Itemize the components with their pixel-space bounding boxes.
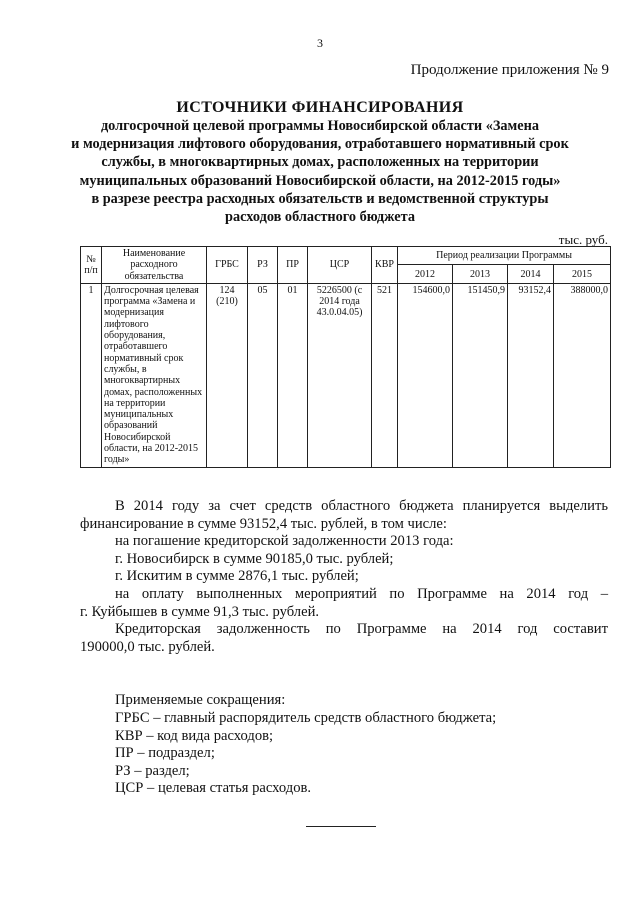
financing-table bbox=[80, 246, 611, 468]
header-period: Период реализации Программы bbox=[398, 247, 611, 265]
paragraph: В 2014 году за счет средств областного бюджета планируется выделить bbox=[115, 498, 608, 514]
abbreviation-item: ПР – подраздел; bbox=[115, 745, 215, 762]
body-text bbox=[80, 498, 608, 798]
abbreviation-item: ГРБС – главный распорядитель средств областного бюджета; bbox=[115, 709, 497, 726]
paragraph: г. Искитим в сумме 2876,1 тыс. рублей; bbox=[115, 568, 359, 585]
table-row bbox=[81, 283, 611, 467]
cell-value-2015: 388000,0 bbox=[554, 283, 611, 467]
cell-num: 1 bbox=[81, 283, 102, 467]
title-line: в разрезе реестра расходных обязательств и ведомственной структуры bbox=[91, 190, 549, 207]
cell-pr: 01 bbox=[278, 283, 308, 467]
cell-name: Долгосрочная целевая программа «Замена и модернизация лифтового оборудования, отработавшего нормативный срок службы, в многоквартирных домах, расположенных на территории муниципальных образований Новосибирской области, на 2012-2015 годы» bbox=[102, 283, 207, 467]
paragraph: Кредиторская задолженность по Программе на 2014 год составит bbox=[115, 621, 608, 638]
header-pr: ПР bbox=[278, 247, 308, 284]
header-kvr: КВР bbox=[372, 247, 398, 284]
title-line: расходов областного бюджета bbox=[225, 209, 415, 226]
appendix-label: Продолжение приложения № 9 bbox=[410, 62, 609, 78]
page-number: 3 bbox=[317, 36, 323, 50]
document-title bbox=[30, 98, 610, 226]
header-year: 2012 bbox=[398, 265, 453, 283]
abbreviation-item: ЦСР – целевая статья расходов. bbox=[115, 780, 312, 797]
header-csr: ЦСР bbox=[308, 247, 372, 284]
header-rz: РЗ bbox=[248, 247, 278, 284]
paragraph: 190000,0 тыс. рублей. bbox=[80, 638, 215, 655]
closing-divider bbox=[306, 826, 376, 827]
cell-value-2013: 151450,9 bbox=[453, 283, 508, 467]
cell-value-2012: 154600,0 bbox=[398, 283, 453, 467]
header-grbs: ГРБС bbox=[207, 247, 248, 284]
header-year: 2015 bbox=[554, 265, 611, 283]
cell-value-2014: 93152,4 bbox=[508, 283, 554, 467]
abbreviation-item: РЗ – раздел; bbox=[115, 762, 190, 779]
paragraph: финансирование в сумме 93152,4 тыс. рублей, в том числе: bbox=[80, 515, 447, 532]
paragraph: г. Новосибирск в сумме 90185,0 тыс. рублей; bbox=[115, 550, 394, 567]
header-year: 2013 bbox=[453, 265, 508, 283]
cell-kvr: 521 bbox=[372, 283, 398, 467]
cell-csr: 5226500 (с 2014 года 43.0.04.05) bbox=[308, 283, 372, 467]
title-line: и модернизация лифтового оборудования, отработавшего нормативный срок bbox=[71, 136, 569, 153]
header-name: Наименование расходного обязательства bbox=[102, 247, 207, 284]
cell-grbs: 124 (210) bbox=[207, 283, 248, 467]
header-num: № п/п bbox=[81, 247, 102, 284]
units-label: тыс. руб. bbox=[558, 232, 608, 247]
cell-rz: 05 bbox=[248, 283, 278, 467]
header-year: 2014 bbox=[508, 265, 554, 283]
abbreviations-heading: Применяемые сокращения: bbox=[115, 692, 286, 709]
paragraph: на погашение кредиторской задолженности 2013 года: bbox=[115, 533, 454, 550]
abbreviation-item: КВР – код вида расходов; bbox=[115, 727, 274, 744]
title-main: ИСТОЧНИКИ ФИНАНСИРОВАНИЯ bbox=[176, 99, 464, 116]
title-line: долгосрочной целевой программы Новосибирской области «Замена bbox=[100, 118, 540, 134]
paragraph: на оплату выполненных мероприятий по Программе на 2014 год – bbox=[115, 585, 608, 602]
title-line: службы, в многоквартирных домах, расположенных на территории bbox=[101, 154, 539, 171]
title-line: муниципальных образований Новосибирской области, на 2012-2015 годы» bbox=[79, 172, 561, 189]
paragraph: г. Куйбышев в сумме 91,3 тыс. рублей. bbox=[80, 603, 320, 620]
